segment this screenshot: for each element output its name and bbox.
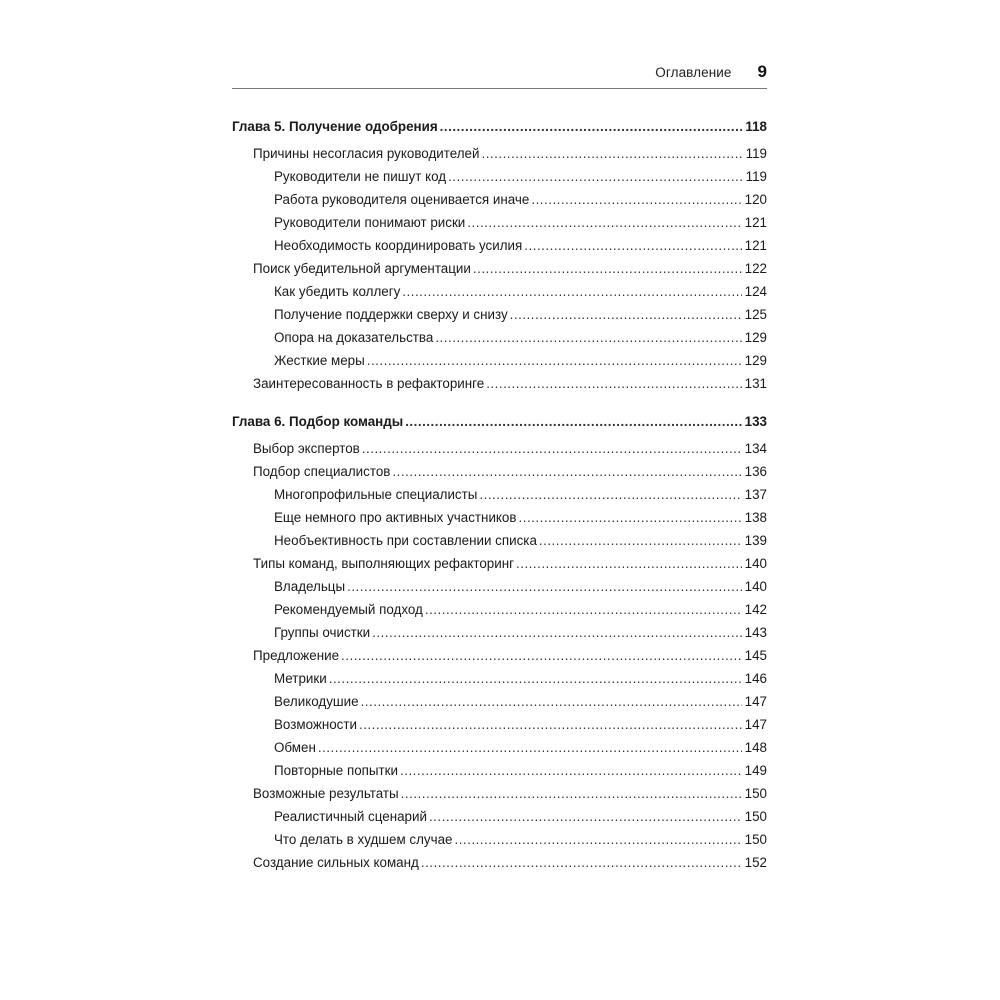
toc-entry xyxy=(274,214,767,232)
toc-entry xyxy=(274,306,767,324)
toc-entry xyxy=(253,375,767,393)
toc-entry-page: 121 xyxy=(744,215,767,230)
toc-entry xyxy=(274,624,767,642)
toc-entry-title: Реалистичный сценарий xyxy=(274,809,427,824)
toc-entry-title: Как убедить коллегу xyxy=(274,284,401,299)
toc-entry-page: 119 xyxy=(745,146,767,161)
toc-entry-title: Еще немного про активных участников xyxy=(274,510,517,525)
toc-entry xyxy=(274,578,767,596)
toc-entry-page: 140 xyxy=(744,556,767,571)
toc-dot-leader xyxy=(341,647,742,665)
toc-entry-page: 150 xyxy=(744,786,767,801)
toc-entry-page: 122 xyxy=(744,261,767,276)
toc-entry xyxy=(253,260,767,278)
toc-entry-title: Обмен xyxy=(274,740,316,755)
toc-entry-page: 147 xyxy=(744,717,767,732)
toc-entry-page: 134 xyxy=(744,441,767,456)
toc-dot-leader xyxy=(372,624,742,642)
toc-entry xyxy=(274,237,767,255)
toc-entry xyxy=(253,440,767,458)
toc-dot-leader xyxy=(359,716,742,734)
toc-entry-page: 140 xyxy=(744,579,767,594)
toc-entry-page: 139 xyxy=(744,533,767,548)
toc-entry-title: Многопрофильные специалисты xyxy=(274,487,478,502)
header-rule xyxy=(232,88,767,89)
toc-entry-title: Создание сильных команд xyxy=(253,855,419,870)
toc-entry xyxy=(253,854,767,872)
toc-entry-title: Типы команд, выполняющих рефакторинг xyxy=(253,556,514,571)
toc-entry-title: Глава 5. Получение одобрения xyxy=(232,119,438,134)
toc-dot-leader xyxy=(467,214,741,232)
toc-entry-page: 129 xyxy=(744,330,767,345)
toc-entry xyxy=(253,145,767,163)
toc-entry xyxy=(274,352,767,370)
toc-entry-title: Жесткие меры xyxy=(274,353,365,368)
toc-entry-page: 118 xyxy=(745,119,767,134)
toc-entry xyxy=(274,831,767,849)
toc-entry-page: 119 xyxy=(745,169,767,184)
toc-entry xyxy=(274,670,767,688)
toc-entry-page: 136 xyxy=(744,464,767,479)
toc-dot-leader xyxy=(405,413,741,431)
running-header xyxy=(232,62,767,86)
toc-entry-page: 124 xyxy=(744,284,767,299)
toc-dot-leader xyxy=(347,578,742,596)
toc-dot-leader xyxy=(362,440,742,458)
toc-entry-page: 131 xyxy=(744,376,767,391)
toc-entry xyxy=(274,283,767,301)
toc-entry xyxy=(253,463,767,481)
toc-dot-leader xyxy=(454,831,741,849)
toc-entry-title: Необъективность при составлении списка xyxy=(274,533,537,548)
toc-dot-leader xyxy=(361,693,742,711)
toc-entry-title: Руководители понимают риски xyxy=(274,215,466,230)
toc-dot-leader xyxy=(329,670,742,688)
toc-dot-leader xyxy=(524,237,741,255)
toc-entry xyxy=(274,509,767,527)
toc-entry-title: Поиск убедительной аргументации xyxy=(253,261,471,276)
toc-entry-title: Владельцы xyxy=(274,579,346,594)
toc-entry-page: 137 xyxy=(744,487,767,502)
toc-dot-leader xyxy=(473,260,742,278)
toc-entry-title: Подбор специалистов xyxy=(253,464,391,479)
toc-dot-leader xyxy=(539,532,742,550)
toc-entry-page: 145 xyxy=(744,648,767,663)
toc-dot-leader xyxy=(519,509,742,527)
running-header-title: Оглавление xyxy=(655,65,732,80)
toc-entry xyxy=(274,693,767,711)
toc-entry-page: 147 xyxy=(744,694,767,709)
toc-entry-page: 152 xyxy=(744,855,767,870)
toc-entry-title: Возможные результаты xyxy=(253,786,399,801)
toc-entry-title: Группы очистки xyxy=(274,625,371,640)
toc-dot-leader xyxy=(440,118,743,136)
toc-entry-page: 138 xyxy=(744,510,767,525)
toc-entry-title: Метрики xyxy=(274,671,327,686)
toc-entry-title: Повторные попытки xyxy=(274,763,399,778)
toc-dot-leader xyxy=(392,463,741,481)
toc-dot-leader xyxy=(400,762,742,780)
toc-dot-leader xyxy=(486,375,741,393)
toc-dot-leader xyxy=(481,145,742,163)
toc-entry-title: Что делать в худшем случае xyxy=(274,832,453,847)
toc-chapter-entry xyxy=(232,413,767,431)
toc-dot-leader xyxy=(421,854,742,872)
toc-entry-title: Предложение xyxy=(253,648,340,663)
toc-dot-leader xyxy=(318,739,742,757)
toc-dot-leader xyxy=(435,329,741,347)
toc-dot-leader xyxy=(429,808,742,826)
toc-entry-page: 129 xyxy=(744,353,767,368)
toc-entry xyxy=(274,601,767,619)
toc-entry xyxy=(274,168,767,186)
toc-dot-leader xyxy=(531,191,741,209)
toc-entry-page: 142 xyxy=(744,602,767,617)
toc-entry-page: 150 xyxy=(744,832,767,847)
toc-dot-leader xyxy=(402,283,741,301)
toc-entry-page: 146 xyxy=(744,671,767,686)
toc-entry-page: 150 xyxy=(744,809,767,824)
toc-dot-leader xyxy=(479,486,741,504)
toc-entry-title: Опора на доказательства xyxy=(274,330,434,345)
toc-entry-page: 120 xyxy=(744,192,767,207)
toc-dot-leader xyxy=(425,601,742,619)
toc-entry xyxy=(253,647,767,665)
toc-entry xyxy=(274,191,767,209)
toc-entry xyxy=(274,716,767,734)
toc-entry xyxy=(274,486,767,504)
toc-entry-title: Руководители не пишут код xyxy=(274,169,447,184)
toc-entry-page: 125 xyxy=(744,307,767,322)
toc-entry-page: 121 xyxy=(744,238,767,253)
toc-entry-page: 148 xyxy=(744,740,767,755)
toc-dot-leader xyxy=(401,785,742,803)
toc-entry-title: Заинтересованность в рефакторинге xyxy=(253,376,485,391)
toc-entry-page: 149 xyxy=(744,763,767,778)
toc-entry-title: Работа руководителя оценивается иначе xyxy=(274,192,530,207)
toc-entry-title: Возможности xyxy=(274,717,357,732)
toc-chapter-entry xyxy=(232,118,767,136)
toc-entry-page: 143 xyxy=(744,625,767,640)
toc-dot-leader xyxy=(448,168,743,186)
toc-entry xyxy=(274,808,767,826)
toc-entry-title: Необходимость координировать усилия xyxy=(274,238,523,253)
page-number: 9 xyxy=(757,62,767,81)
toc-entry xyxy=(274,739,767,757)
toc-entry-title: Глава 6. Подбор команды xyxy=(232,414,404,429)
toc-entry xyxy=(274,329,767,347)
toc-entry-title: Великодушие xyxy=(274,694,359,709)
toc-dot-leader xyxy=(516,555,742,573)
toc-entry-title: Причины несогласия руководителей xyxy=(253,146,480,161)
toc-entry-title: Выбор экспертов xyxy=(253,441,360,456)
toc-entry xyxy=(274,762,767,780)
toc-entry xyxy=(274,532,767,550)
toc-dot-leader xyxy=(510,306,742,324)
toc-dot-leader xyxy=(367,352,742,370)
toc-entry-title: Рекомендуемый подход xyxy=(274,602,423,617)
toc-entry-title: Получение поддержки сверху и снизу xyxy=(274,307,508,322)
toc-entry xyxy=(253,555,767,573)
toc-entry xyxy=(253,785,767,803)
toc-entry-page: 133 xyxy=(744,414,767,429)
